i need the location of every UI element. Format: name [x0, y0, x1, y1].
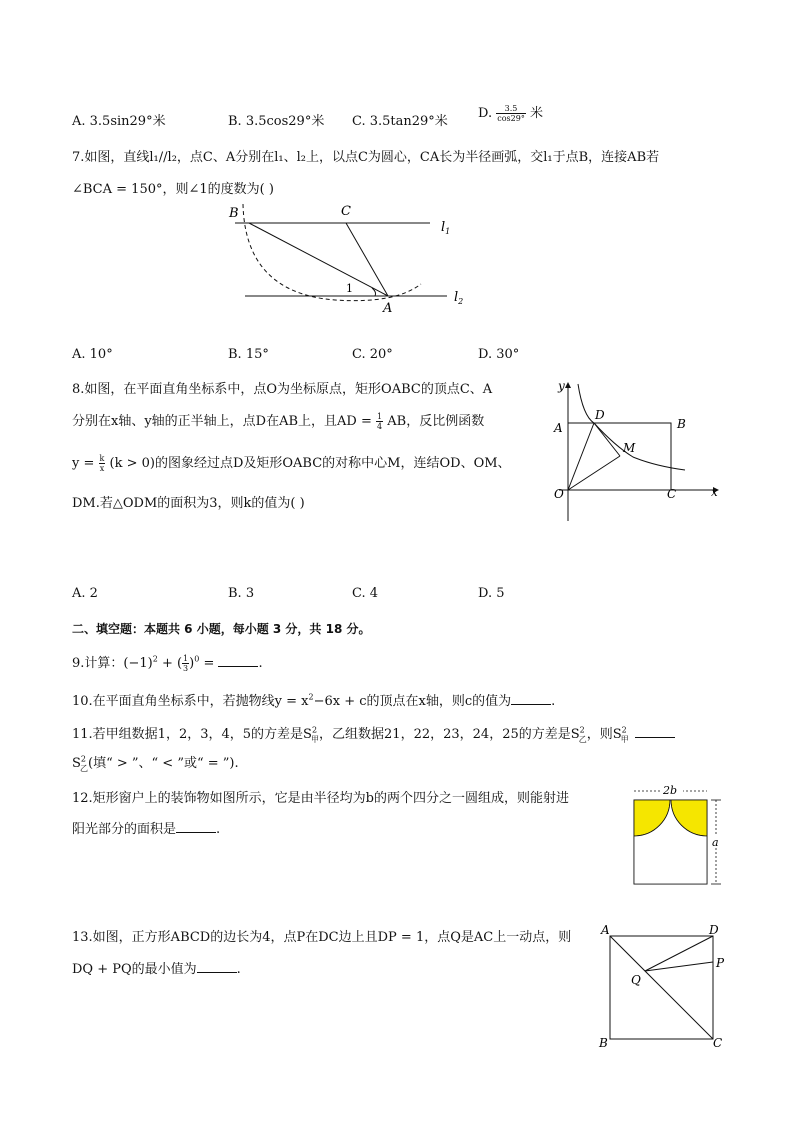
q8-segment-od: [568, 423, 594, 490]
q12-dim-top-label: 2b: [663, 784, 678, 797]
q13-line-2-text: DQ + PQ的最小值为: [72, 962, 197, 977]
q12-line-2: [72, 818, 220, 837]
q11-answer-blank[interactable]: [635, 725, 675, 738]
q9-part-b: + (: [157, 656, 183, 671]
q6-option-d-denominator: cos29°: [497, 114, 525, 123]
q13-answer-blank[interactable]: [197, 960, 237, 973]
q7-option-a: A. 10°: [72, 347, 113, 362]
q8-label-x: x: [711, 485, 718, 499]
q8-fraction-k: k: [99, 454, 105, 463]
q9-fraction-num: 1: [183, 654, 189, 663]
q11-line-2-sub: 乙: [80, 763, 88, 773]
q11-line-2: [72, 752, 239, 774]
q8-fraction-quarter-num: 1: [377, 412, 383, 421]
q10-sup: 2: [308, 692, 314, 702]
q12-line-2-end: .: [216, 822, 221, 837]
q13-label-a: A: [601, 923, 610, 937]
q6-option-d: [478, 102, 543, 123]
q11-part-c: ，则S: [586, 727, 622, 742]
q12-line-1: 12.矩形窗户上的装饰物如图所示，它是由半径均为b的两个四分之一圆组成，则能射进: [72, 791, 569, 806]
q8-figure: [545, 376, 735, 526]
q7-arc: [243, 204, 421, 301]
q8-segment-om: [568, 456, 620, 490]
q13-segment-dq: [645, 936, 713, 971]
q8-line-2-b: AB，反比例函数: [387, 414, 485, 429]
q12-answer-blank[interactable]: [176, 820, 216, 833]
q10-line: [72, 690, 555, 709]
q11-part-a: 11.若甲组数据1，2，3，4，5的方差是S: [72, 727, 312, 742]
q9-part-a: 9.计算：(−1): [72, 656, 153, 671]
q11-line-1: [72, 723, 675, 745]
q10-part-a: 10.在平面直角坐标系中，若抛物线y = x: [72, 694, 309, 709]
q8-option-c: C. 4: [352, 586, 379, 601]
q7-line-2: ∠BCA = 150°，则∠1的度数为( ): [72, 182, 274, 197]
q13-label-q: Q: [631, 973, 641, 987]
q8-line-2-a: 分别在x轴、y轴的正半轴上，点D在AB上，且AD =: [72, 414, 372, 429]
q11-line-2-s: S: [72, 756, 81, 771]
q8-line-3: [72, 452, 511, 473]
q13-label-c: C: [713, 1036, 723, 1050]
q9-fraction-den: 3: [183, 664, 189, 673]
q8-label-b: B: [677, 417, 686, 431]
q7-label-angle-1: 1: [346, 282, 353, 295]
q8-fraction-x: x: [99, 464, 105, 473]
q8-label-m: M: [623, 441, 636, 455]
q11-line-2-rest: (填“ > ”、“ < ”或“ = ”).: [88, 756, 239, 771]
q8-line-3-b: (k > 0)的图象经过点D及矩形OABC的对称中心M，连结OD、OM、: [109, 456, 511, 471]
q8-hyperbola: [578, 384, 685, 470]
q13-line-2: [72, 958, 241, 977]
q8-line-4: DM.若△ODM的面积为3，则k的值为( ): [72, 496, 305, 511]
q11-sub-jia-2: 甲: [620, 734, 629, 744]
q10-answer-blank[interactable]: [511, 692, 551, 705]
q11-sub-jia: 甲: [311, 734, 320, 744]
q9-part-c: ): [189, 656, 195, 671]
q13-label-b: B: [599, 1036, 608, 1050]
q8-segment-dm: [594, 423, 620, 456]
q13-figure: [595, 922, 735, 1052]
q7-label-b: B: [229, 206, 239, 221]
q8-line-2: [72, 410, 484, 431]
q13-segment-pq: [645, 962, 713, 971]
q9-sup-2: 2: [152, 654, 158, 664]
q7-label-l1: [441, 220, 450, 236]
q12-dim-side-label: a: [712, 836, 719, 849]
q7-label-l1-main: l: [441, 220, 446, 235]
q8-label-d: D: [595, 408, 605, 422]
q13-diagonal-ac: [610, 936, 713, 1039]
q10-part-c: .: [551, 694, 556, 709]
q6-option-d-numerator: 3.5: [496, 104, 526, 114]
q11-sub-yi: 乙: [578, 734, 587, 744]
q13-label-p: P: [716, 956, 725, 970]
q8-label-y: y: [558, 379, 565, 393]
q13-label-d: D: [709, 923, 719, 937]
q8-label-o: O: [554, 487, 564, 501]
q13-line-2-end: .: [236, 962, 241, 977]
q8-label-c: C: [667, 487, 677, 501]
q6-option-b: B. 3.5cos29°米: [228, 114, 325, 129]
q8-option-b: B. 3: [228, 586, 255, 601]
q12-figure: [625, 780, 735, 890]
q7-label-l2-main: l: [454, 290, 459, 305]
q8-fraction-quarter-den: 4: [377, 422, 383, 431]
q8-option-d: D. 5: [478, 586, 505, 601]
q13-line-1: 13.如图，正方形ABCD的边长为4，点P在DC边上且DP = 1，点Q是AC上一动点，则: [72, 930, 572, 945]
q7-label-l1-sub: 1: [445, 227, 451, 236]
q11-line-2-sup: 2: [80, 754, 86, 764]
q8-fraction-quarter: [376, 412, 383, 431]
q8-line-1: 8.如图，在平面直角坐标系中，点O为坐标原点，矩形OABC的顶点C、A: [72, 382, 493, 397]
q7-label-a: A: [383, 301, 393, 316]
q6-option-d-suffix: 米: [529, 106, 543, 121]
section-2-heading: 二、填空题：本题共 6 小题，每小题 3 分，共 18 分。: [72, 622, 371, 636]
q7-option-d: D. 30°: [478, 347, 520, 362]
q7-line-1: 7.如图，直线l₁//l₂，点C、A分别在l₁、l₂上，以点C为圆心，CA长为半径画弧，交l₁于点B，连接AB若: [72, 150, 660, 165]
q10-part-b: −6x + c的顶点在x轴，则c的值为: [313, 694, 512, 709]
q11-sup-b: 2: [579, 725, 585, 735]
q7-label-l2: [454, 290, 463, 306]
q9-sup-0: 0: [194, 654, 200, 664]
q8-y-axis-arrow: [565, 382, 571, 388]
q9-part-d: =: [199, 656, 219, 671]
q11-sup-a: 2: [311, 725, 318, 735]
q6-option-a: A. 3.5sin29°米: [72, 114, 166, 129]
q9-answer-blank[interactable]: [218, 654, 258, 667]
q11-sup-c: 2: [621, 725, 627, 735]
q6-option-d-prefix: D.: [478, 106, 493, 121]
q7-label-c: C: [341, 204, 351, 219]
q7-option-c: C. 20°: [352, 347, 393, 362]
q6-option-d-fraction: [496, 104, 526, 123]
q8-option-a: A. 2: [72, 586, 98, 601]
q12-line-2-text: 阳光部分的面积是: [72, 822, 177, 837]
q11-part-b: ，乙组数据21，22，23，24，25的方差是S: [319, 727, 580, 742]
q7-option-b: B. 15°: [228, 347, 269, 362]
q8-label-a: A: [554, 421, 563, 435]
q8-fraction-k-over-x: [99, 454, 106, 473]
q9-part-e: .: [258, 656, 263, 671]
q9-line: [72, 652, 263, 673]
q7-figure: [225, 198, 485, 318]
q7-label-l2-sub: 2: [458, 297, 464, 306]
q8-line-3-a: y =: [72, 456, 95, 471]
q6-option-c: C. 3.5tan29°米: [352, 114, 448, 129]
